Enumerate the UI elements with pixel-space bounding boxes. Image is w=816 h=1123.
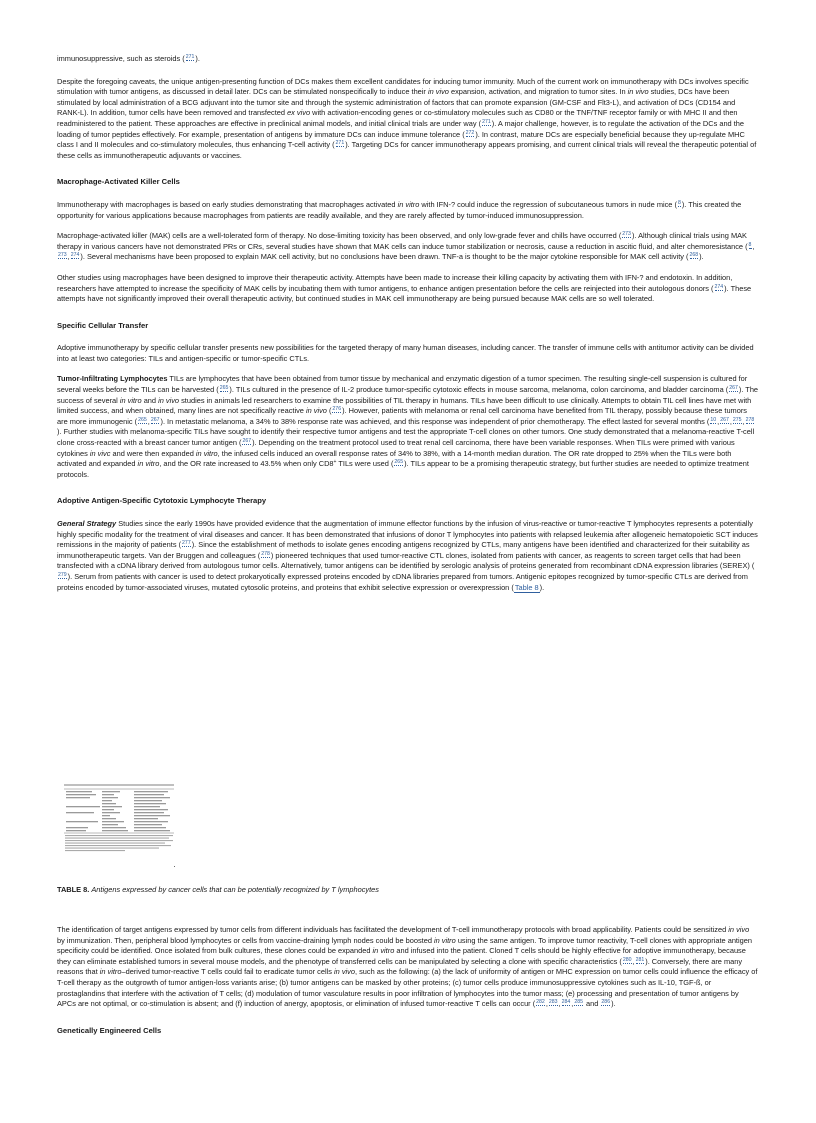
paragraph-til: Tumor-Infiltrating Lymphocytes TILs are lymphocytes that have been obtained from tumor tissue by mechanical and enzymatic digestion of a tumor specimen. The resulting single-cell suspension is cultured for several weeks before the TILs can be harvested (265). TILs cultured in the presence of IL-2 produce tumor-specific cytotoxic effects in mouse sarcoma, melanoma, colon carcinoma, and bladder carcinoma (267). The success of several in vitro and in vivo studies in animals led researchers to examine the possibilities of TIL therapy in humans. TILs have been difficult to use clinically. Attempts to obtain TIL cell lines have met with limited success, and when obtained, many lines are not specifically reactive in vivo (276). However, patients with melanoma or renal cell carcinoma have benefited from TIL therapy, possibly because these tumors are more immunogenic (265,267). In metastatic melanoma, a 34% to 38% response rate was achieved, and this response was independent of prior chemotherapy. The effect lasted for several months (10,267,275,278). Further studies with melanoma-specific TILs have sought to identify their respective tumor antigens and test the appropriate T-cell clones on other tumors. One study demonstrated that a melanoma-reactive T-cell clone cross-reacted with a breast cancer tumor antigen (267). Depending on the treatment protocol used to treat renal cell carcinoma, there have been variable responses. When TILs were primed with various cytokines in vivc and were then expanded in vitro, the infused cells induced an overall response rates of 34% to 38%, with a 14-month median duration. The OR rate dropped to 25% when the TILs were both activated and expanded in vitro, and the OR rate increased to 43.5% when only CD8+ TILs were used (265). TILs appear to be a promising therapeutic strategy, but further studies are needed to optimize treatment protocols. — [57, 374, 759, 479]
citation-link[interactable]: 273 — [622, 231, 631, 238]
paragraph-mak-intro: Immunotherapy with macrophages is based on early studies demonstrating that macrophages activated in vitro with IFN-? could induce the regression of subcutaneous tumors in nude mice (8). This created the opportunity for various applications because macrophages from patients are readily available, and they are rarely affected by tumor-induced immunosuppression. — [57, 199, 742, 220]
table-8-thumbnail[interactable] — [62, 780, 176, 868]
paragraph-mak-improvement: Other studies using macrophages have been designed to improve their therapeutic activity. Attempts have been made to increase their killing capacity by activating them with IFN-? and endotoxin. In addition, researchers have attempted to increase the specificity of MAK cells by incubating them with tumor antigens, to enhance antigen presentation before the cells are reinjected into their autologous donors (274). These attempts have not significantly improved their overall therapeutic activity, but continued studies in MAK cell immunotherapy are being pursued because MAK cells are so well tolerated. — [57, 272, 752, 304]
citation-link[interactable]: 285 — [574, 999, 583, 1006]
paragraph-transfer-intro: Adoptive immunotherapy by specific cellular transfer presents new possibilities for the targeted therapy of many human diseases, including cancer. The transfer of immune cells with antitumor activity can be divided into at least two categories: TILs and antigen-specific or tumor-specific CTLs. — [57, 343, 754, 363]
citation-link[interactable]: 273 — [58, 252, 67, 259]
citation-link[interactable]: 284 — [561, 999, 571, 1006]
citation-link[interactable]: 274 — [714, 283, 724, 290]
table-8-link[interactable]: Table 8 — [514, 582, 539, 592]
paragraph-steroids: immunosuppressive, such as steroids (271). — [57, 54, 200, 63]
citation-link[interactable]: 271 — [482, 118, 491, 125]
paragraph-general-strategy: General Strategy Studies since the early 1990s have provided evidence that the augmentation of immune effector functions by the infusion of virus-reactive or tumor-reactive T lymphocytes represents a potentially highly specific modality for the treatment of viral diseases and cancer. It has been demonstrated that infusions of donor T lymphocytes into patients with relapsed leukemia after allogeneic hematopoietic SCT induces remissions in the majority of patients (277). Since the establishment of methods to isolate genes encoding antigens recognized by CTLs, many antigens have been identified and characterized for their suitability as immunotherapeutic targets. Van der Bruggen and colleagues (278) pioneered techniques that used tumor-reactive CTL clones, isolated from patients with cancer, as reagents to screen target cells that had been transfected with a cDNA library derived from autologous tumor cells. Alternatively, tumor antigens can be identified by serologic analysis of proteins generated from recombinant cDNA expression libraries (SEREX) (279). Serum from patients with cancer is used to detect prokaryotically expressed proteins encoded by cDNA libraries prepared from tumors. Antigenic epitopes recognized by tumor-specific CTLs are derived from proteins encoded by tumor-associated viruses, mutated cytosolic proteins, and proteins that exhibit selective expression or overexpression (Table 8). — [57, 519, 758, 592]
article-body-continued — [57, 925, 759, 1048]
heading-adoptive-ctl: Adoptive Antigen-Specific Cytotoxic Lymphocyte Therapy — [57, 496, 267, 506]
citation-link[interactable]: 271 — [185, 54, 195, 60]
table-8-caption — [57, 885, 759, 896]
table-label: TABLE 8. — [57, 885, 90, 894]
citation-link[interactable]: 276 — [332, 406, 342, 413]
citation-link[interactable]: 283 — [548, 999, 558, 1006]
citation-link[interactable]: 279 — [58, 571, 67, 578]
citation-link[interactable]: 268 — [689, 252, 699, 259]
citation-link[interactable]: 8 — [748, 241, 752, 248]
citation-link[interactable]: 282 — [536, 999, 545, 1006]
citation-link[interactable]: 267 — [150, 416, 160, 423]
paragraph-target-antigens: The identification of target antigens expressed by tumor cells from different individuals has facilitated the development of T-cell immunotherapy protocols with broad applicability. Patients could be sensitized in vivo by immunization. Then, peripheral blood lymphocytes or cells from vaccine-draining lymph nodes could be boosted in vitro using the same antigen. To improve tumor reactivity, T-cell clones with appropriate antigen specificity could be identified. Once isolated from bulk cultures, these clones could be expanded in vitro and infused into the patient. Cloned T cells should be highly effective for adoptive immunotherapy, because they can eliminate established tumors in several mouse models, and the phenotype of transferred cells can be manipulated by selecting a clone with specific characteristics (280,281). Conversely, there are many reasons that in vitro–derived tumor-reactive T cells could fail to eradicate tumor cells in vivo, such as the following: (a) the lack of uniformity of antigen or MHC expression on tumor cells could influence the efficacy of T-cell therapy as the outgrowth of tumor antigen-loss variants arise; (b) tumor antigens can be masked by other proteins; (c) tumor cells produce immunosuppressive cytokines such as IL-10, TGF-ß, or prostaglandins that interfere with the activation of T cells; (d) modulation of tumor vasculature results in poor infiltration of lymphocytes into the tumor mass; (e) processing and presentation of tumor antigens by APCs are not optimal, or co-stimulation is absent; and (f) induction of anergy, apoptosis, or elimination of infused tumor-reactive T cells can occur (282,283,284,285 and 286). — [57, 925, 758, 1009]
citation-link[interactable]: 280 — [622, 956, 632, 963]
citation-link[interactable]: 275 — [732, 416, 742, 423]
paragraph-dc-immunotherapy: Despite the foregoing caveats, the unique antigen-presenting function of DCs makes them excellent candidates for inducing tumor immunity. Much of the current work on immunotherapy with DCs involves specific stimulation with tumor antigens, as discussed in detail later. DCs can be stimulated nonspecifically to induce their in vivo expansion, activation, and migration to tumor sites. In in vivo studies, DCs have been stimulated by local administration of a BCG adjuvant into the tumor site and through the systemic administration of factors that can promote expansion (GM-CSF and Flt3-L), and activation of DCs (CD154 and RANK-L). In addition, tumor cells have been removed and transfected ex vivo with activation-encoding genes or co-stimulatory molecules such as CD80 or the TNF/TNF receptor family or with MHC II and then readministered to the patient. These approaches are effective in preclinical animal models, and initial clinical trials are under way (271). A major challenge, however, is to regulate the activation of the DCs and the loading of tumor peptides effectively. For example, presentation of antigens by immature DCs can induce immune tolerance (272). In contrast, mature DCs are especially beneficial because they up-regulate MHC class I and II molecules and co-stimulatory molecules, thus enhancing T-cell activity (271). Targeting DCs for cancer immunotherapy appears promising, and current clinical trials will reveal the therapeutic potential of these cells as immunotherapeutic adjuvants or vaccines. — [57, 76, 757, 160]
citation-link[interactable]: 265 — [394, 459, 404, 466]
citation-link[interactable]: 10 — [710, 416, 717, 423]
heading-genetically-engineered-cells: Genetically Engineered Cells — [57, 1025, 162, 1035]
citation-link[interactable]: 277 — [182, 540, 191, 547]
citation-link[interactable]: 265 — [219, 385, 229, 392]
citation-link[interactable]: 267 — [729, 385, 738, 392]
paragraph-mak-therapy: Macrophage-activated killer (MAK) cells are a well-tolerated form of therapy. No dose-limiting toxicity has been observed, and only low-grade fever and chills have occurred (273). Although clinical trials using MAK therapy in various cancers have not demonstrated PRs or CRs, several studies have shown that MAK cells can induce tumor stabilization or necrosis, cause a reduction in ascitic fluid, and alter chemoresistance (8,273,274). Several mechanisms have been proposed to explain MAK cell activity, but no conclusions have been drawn. TNF-a is thought to be the major cytokine responsible for MAK cell activity (268). — [57, 231, 755, 262]
citation-link[interactable]: 265 — [138, 416, 147, 423]
citation-link[interactable]: 271 — [335, 140, 345, 147]
citation-link[interactable]: 274 — [70, 252, 80, 259]
table-title: Antigens expressed by cancer cells that can be potentially recognized by T lymphocytes — [91, 885, 379, 894]
citation-link[interactable]: 267 — [242, 438, 252, 445]
article-body — [57, 54, 759, 603]
citation-link[interactable]: 8 — [677, 199, 681, 206]
citation-link[interactable]: 272 — [465, 129, 475, 136]
citation-link[interactable]: 278 — [745, 416, 755, 423]
heading-specific-cellular-transfer: Specific Cellular Transfer — [57, 320, 149, 330]
subheading-general-strategy: General Strategy — [57, 519, 117, 528]
citation-link[interactable]: 281 — [635, 956, 645, 963]
subheading-til: Tumor-Infiltrating Lymphocytes — [57, 374, 168, 384]
heading-mak-cells: Macrophage-Activated Killer Cells — [57, 177, 180, 187]
citation-link[interactable]: 286 — [601, 999, 611, 1006]
citation-link[interactable]: 278 — [261, 550, 270, 557]
citation-link[interactable]: 267 — [720, 416, 729, 423]
